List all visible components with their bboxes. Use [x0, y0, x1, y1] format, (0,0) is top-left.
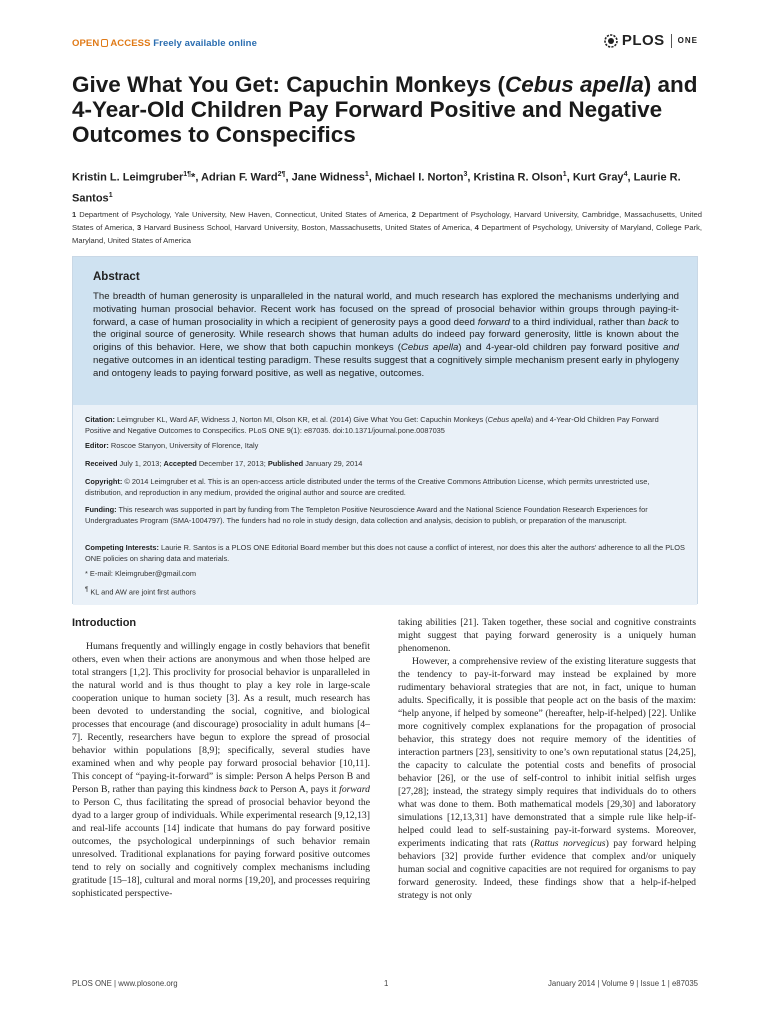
affiliation-text: Department of Psychology, Harvard University, Cambridge, Massachusetts, United States of America, — [72, 210, 702, 232]
affiliation-number: 4 — [474, 223, 479, 232]
author-affiliation-marker: 1 — [108, 191, 113, 199]
editor: Editor: Roscoe Stanyon, University of Florence, Italy — [85, 441, 259, 450]
footer-issue: January 2014 | Volume 9 | Issue 1 | e87035 — [548, 979, 698, 988]
author-name: Kurt Gray — [572, 171, 624, 184]
body-paragraph: However, a comprehensive review of the existing literature suggests that the tendency to pay-it-forward may instead be explained by more rudimentary behavioral strategies that are not, in fact, unique to human adults. Specifically, it is possible that people act on the basis of the maxim: “help anyone, if helped by someone” (hereafter, help-if-helped) [22]. Unlike more cognitively complex explanations for the propagation of prosocial behavior, this strategy does not require memory of the identities of interaction partners [23], sensitivity to one’s own reputational status [24,25], the capacity to calculate the potential costs and benefits of prosocial behavior [26], or the use of self-control to inhibit initial selfish urges [27,28]; instead, the strategy simply requires that individuals do to others what was done to them. Both mathematical models [29,30] and laboratory simulations [12,13,31] have demonstrated that a simple rule like help-if-helped could lead to self-sustaining pay-it-forward systems. Moreover, experiments indicating that rats (Rattus norvegicus) pay forward helping behaviors [32] provide further evidence that complex and/or uniquely human social and cognitive capacities are not required for organisms to pay forward generosity. Indeed, these findings show that a help-if-helped strategy is not only — [398, 656, 696, 901]
title-part-1: Give What You Get: Capuchin Monkeys ( — [72, 72, 505, 97]
citation: Citation: Leimgruber KL, Ward AF, Widness J, Norton MI, Olson KR, et al. (2014) Give What You Get: Capuchin Monkeys (Cebus apella) and 4-Year-Old Children Pay Forward Positive and Negative Outcomes to Conspecifics. PLoS ONE 9(1): e87035. doi:10.1371/journal.pone.0087035 — [85, 415, 659, 435]
author-list: Kristin L. Leimgruber$^{1\P}$*, Adrian F. Ward$^{2\P}$, Jane Widness$^1$, Michael I. Norton$^3$, Kristina R. Olson$^1$, Kurt Gray$^4$, Laurie R. Santos$^1$ — [72, 171, 681, 205]
abstract-panel — [73, 257, 697, 405]
author-name: Jane Widness — [291, 171, 365, 184]
logo-divider — [671, 34, 672, 48]
author-affiliation-marker: 1 — [562, 171, 567, 178]
article-metadata-panel — [73, 405, 697, 605]
body-column-right — [398, 616, 696, 902]
corresponding-author-marker: * — [191, 171, 196, 184]
oa-access-text: ACCESS — [110, 38, 151, 49]
plos-wordmark: PLOS — [621, 32, 665, 49]
open-lock-icon — [101, 39, 108, 47]
abstract-heading: Abstract — [93, 271, 140, 283]
body-paragraph: taking abilities [21]. Taken together, these social and cognitive constraints might suggest that paying forward generosity is a uniquely human phenomenon. — [398, 617, 696, 654]
oa-open-text: OPEN — [72, 38, 100, 49]
author-name: Laurie R. Santos — [72, 171, 681, 205]
competing-interests: Competing Interests: Laurie R. Santos is a PLOS ONE Editorial Board member but this does not cause a conflict of interest, nor does this alter the authors' adherence to all the PLOS ONE policies on sharing data and materials. — [85, 543, 685, 563]
footer-journal[interactable]: PLOS ONE | www.plosone.org — [72, 979, 178, 988]
author-affiliation-marker: 2¶ — [277, 171, 286, 178]
introduction-heading: Introduction — [72, 617, 137, 629]
one-wordmark: ONE — [677, 36, 698, 45]
affiliation-number: 2 — [411, 210, 416, 219]
abstract-box — [72, 256, 698, 604]
funding: Funding: This research was supported in part by funding from The Templeton Positive Neuroscience Award and the National Science Foundation Research Experiences for Undergraduates Program (SMA-1004797). The funders had no role in study design, data collection and analysis, decision to publish, or preparation of the manuscript. — [85, 505, 648, 525]
body-paragraph: Humans frequently and willingly engage in costly behaviors that benefit others, even when their actions are anonymous and when those helped are total strangers [1,2]. This proclivity for prosocial behavior is unparalleled in the natural world and is thus thought to play a key role in large-scale cooperation unique to human society [3]. As a result, much research has been devoted to understanding the social, cognitive, and biological processes that encourage (and discourage) prosociality in adult humans [4–7]. Recently, researchers have begun to explore the spread of prosocial behavior within populations [8,9]; specifically, several studies have examined when and why people pay forward prosocial behavior [10,11]. This concept of “paying-it-forward” is simple: Person A helps Person B and Person B, rather than paying this kindness back to Person A, pays it forward to Person C, thus facilitating the spread of prosocial behavior beyond the dyad to a larger group of individuals. While experimental research [9,12,13] and real-life accounts [14] indicate that humans do pay forward positive outcomes, the psychological underpinnings of such behavior remain unresolved. Traditional explanations for paying forward positive outcomes tend to rely on socially and cognitively complex mechanisms including gratitude [15–18], cultural and moral norms [19,20], and processes requiring sophisticated perspective- — [72, 641, 370, 899]
author-name: Kristina R. Olson — [473, 171, 563, 184]
page-number: 1 — [384, 979, 389, 988]
joint-authors-note: ¶ KL and AW are joint first authors — [85, 586, 196, 597]
affiliations — [72, 208, 702, 247]
author-affiliation-marker: 1¶ — [183, 171, 192, 178]
author-name: Michael I. Norton — [374, 171, 464, 184]
author-affiliation-marker: 3 — [463, 171, 468, 178]
journal-header — [72, 32, 698, 56]
author-affiliation-marker: 4 — [623, 171, 628, 178]
affiliation-text: Department of Psychology, Yale University, New Haven, Connecticut, United States of America, — [79, 210, 409, 219]
title-species: Cebus apella — [504, 72, 644, 97]
title-part-2: ) and 4-Year-Old Children Pay Forward Positive and Negative Outcomes to Conspecifics — [72, 72, 698, 147]
oa-free-text: Freely available online — [153, 38, 257, 49]
affiliation-text: Harvard Business School, Harvard University, Boston, Massachusetts, United States of America, — [143, 223, 473, 232]
dates: Received July 1, 2013; Accepted December 17, 2013; Published January 29, 2014 — [85, 459, 363, 468]
affiliation-number: 3 — [137, 223, 142, 232]
article-title — [72, 72, 702, 147]
contact-email[interactable]: * E-mail: Kleimgruber@gmail.com — [85, 569, 197, 578]
copyright: Copyright: © 2014 Leimgruber et al. This is an open-access article distributed under the terms of the Creative Commons Attribution License, which permits unrestricted use, distribution, and reproduction in any medium, provided the original author and source are credited. — [85, 477, 650, 497]
affiliation-text: Department of Psychology, University of Maryland, College Park, Maryland, United States of America — [72, 223, 703, 245]
author-name: Kristin L. Leimgruber — [72, 171, 184, 184]
abstract-text: The breadth of human generosity is unparalleled in the natural world, and much research has explored the mechanisms underlying and motivating human prosocial behavior. Recent work has focused on the spread of prosocial behavior within groups through paying-it-forward, a case of human prosociality in which a recipient of generosity pays a good deed forward to a third individual, rather than back to the original source of generosity. While research shows that human adults do indeed pay forward generosity, little is known about the origins of this behavior. Here, we show that both capuchin monkeys (Cebus apella) and 4-year-old children pay forward positive and negative outcomes in an identical testing paradigm. These results suggest that a cognitively simple mechanism present early in phylogeny and ontogeny leads to paying forward positive, as well as negative, outcomes. — [93, 291, 680, 379]
body-column-left — [72, 616, 370, 900]
author-affiliation-marker: 1 — [364, 171, 369, 178]
author-name: Adrian F. Ward — [201, 171, 278, 184]
open-access-badge — [72, 38, 257, 49]
plos-one-logo — [603, 32, 698, 49]
page-footer — [72, 979, 698, 991]
affiliation-number: 1 — [72, 210, 77, 219]
plos-gear-icon — [603, 33, 619, 49]
